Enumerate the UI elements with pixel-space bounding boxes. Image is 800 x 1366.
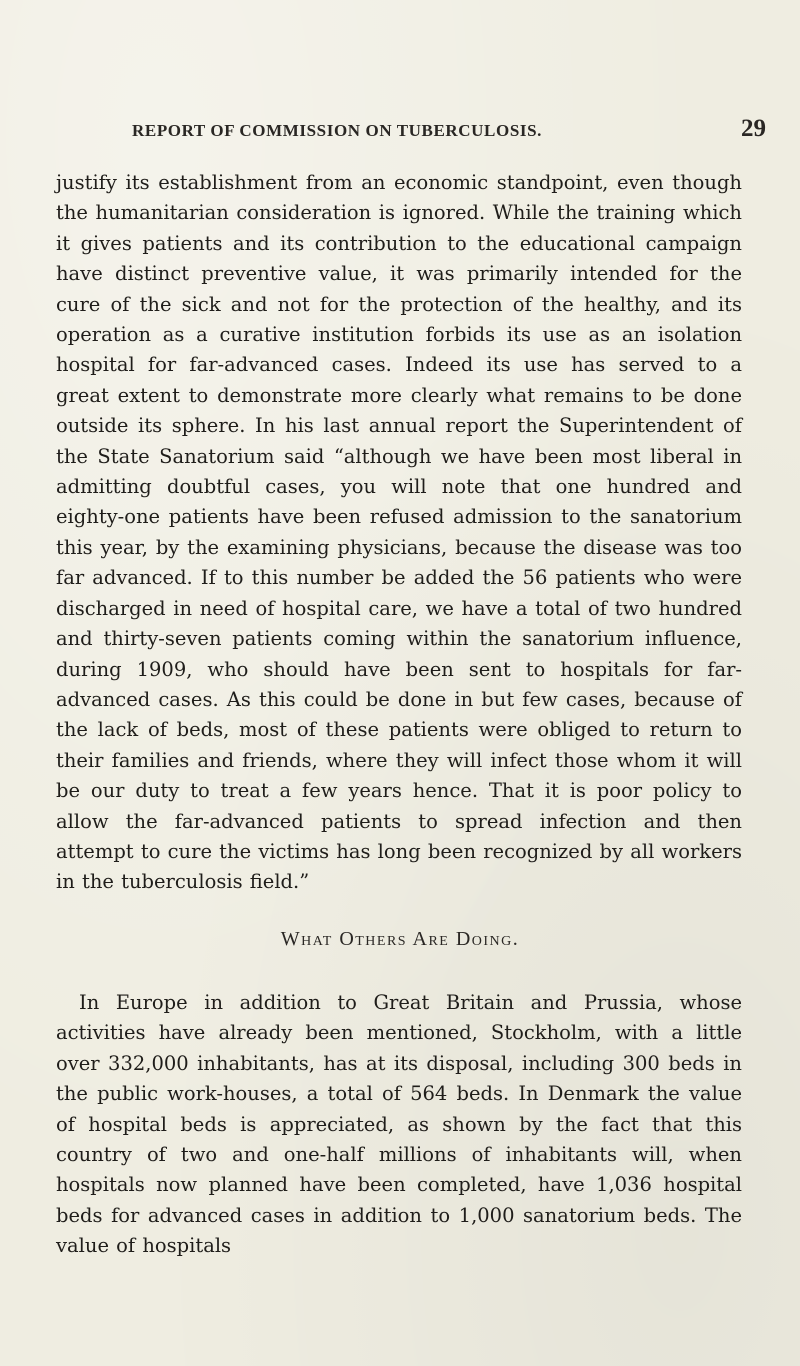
running-title: REPORT OF COMMISSION ON TUBERCULOSIS.	[132, 121, 542, 140]
running-head	[50, 115, 770, 145]
section-heading: What Others Are Doing.	[280, 928, 520, 950]
body-paragraph: justify its establishment from an economic standpoint, even though the humanitarian consideration is ignored. While the training which it gives patients and its contribution to the educational campaign have distinct preventive value, it was primarily intended for the cure of the sick and not for the protection of the healthy, and its operation as a curative institution forbids its use as an isolation hospital for far-advanced cases. Indeed its use has served to a great extent to demonstrate more clearly what remains to be done outside its sphere. In his last annual report the Superintendent of the State Sanatorium said “although we have been most liberal in admitting doubtful cases, you will note that one hundred and eighty-one patients have been refused admission to the sanatorium this year, by the examining physicians, because the disease was too far advanced. If to this number be added the 56 patients who were discharged in need of hospital care, we have a total of two hundred and thirty-seven patients coming within the sanatorium influence, during 1909, who should have been sent to hospitals for far-advanced cases. As this could be done in but few cases, because of the lack of beds, most of these patients were obliged to return to their families and friends, where they will infect those whom it will be our duty to treat a few years hence. That it is poor policy to allow the far-advanced patients to spread infection and then attempt to cure the victims has long been recognized by all workers in the tuberculosis field.”	[56, 171, 742, 894]
page-number: 29	[741, 115, 766, 142]
body-paragraph: In Europe in addition to Great Britain and Prussia, whose activities have already been mentioned, Stockholm, with a little over 332,000 inhabitants, has at its disposal, including 300 beds in the public work-houses, a total of 564 beds. In Denmark the value of hospital beds is appreciated, as shown by the fact that this country of two and one-half millions of inhabitants will, when hospitals now planned have been completed, have 1,036 hospital beds for advanced cases in addition to 1,000 sanatorium beds. The value of hospitals	[56, 991, 742, 1258]
